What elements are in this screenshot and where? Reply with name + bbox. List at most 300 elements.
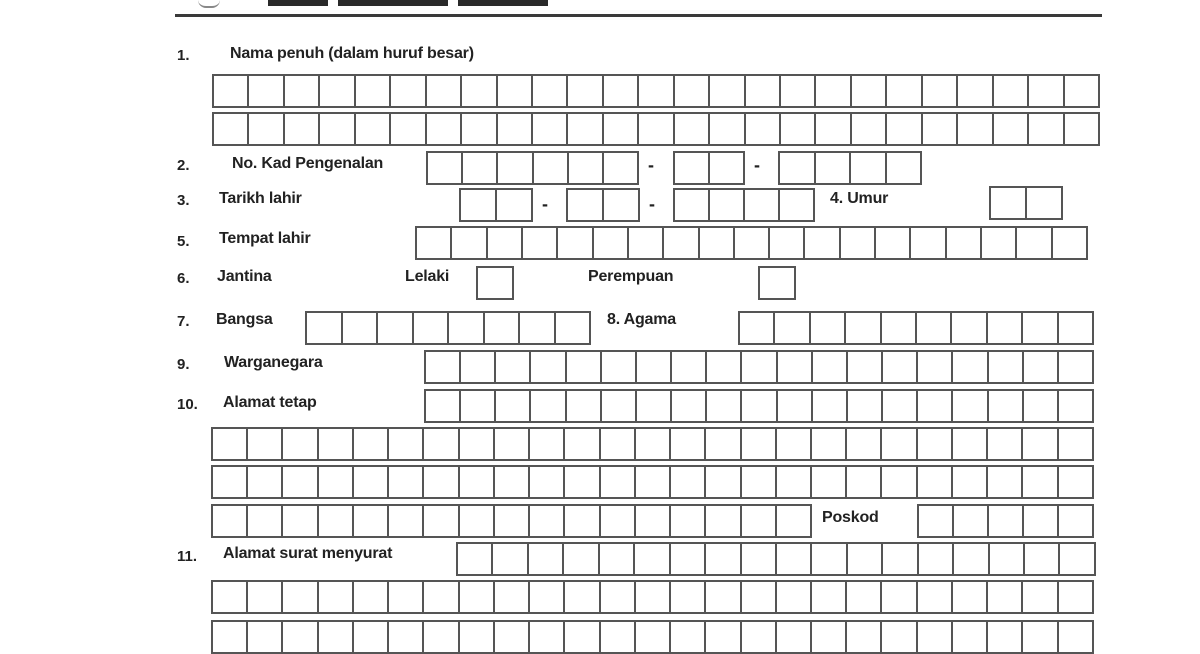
ic-number-part-1-input[interactable] <box>426 151 639 185</box>
character-box[interactable] <box>485 313 521 343</box>
character-box[interactable] <box>629 228 664 258</box>
character-box[interactable] <box>604 153 639 183</box>
character-box[interactable] <box>320 76 355 106</box>
character-box[interactable] <box>389 622 424 652</box>
character-box[interactable] <box>496 352 531 382</box>
character-box[interactable] <box>841 228 876 258</box>
character-box[interactable] <box>781 114 816 144</box>
character-box[interactable] <box>601 429 636 459</box>
character-box[interactable] <box>458 544 493 574</box>
character-box[interactable] <box>883 544 918 574</box>
religion-input[interactable] <box>738 311 1094 345</box>
character-box[interactable] <box>319 506 354 536</box>
character-box[interactable] <box>742 352 777 382</box>
character-box[interactable] <box>249 76 284 106</box>
character-box[interactable] <box>805 228 840 258</box>
character-box[interactable] <box>675 114 710 144</box>
character-box[interactable] <box>391 76 426 106</box>
character-box[interactable] <box>636 467 671 497</box>
character-box[interactable] <box>600 544 635 574</box>
character-box[interactable] <box>1023 582 1058 612</box>
full-name-row-2-input[interactable] <box>212 112 1100 146</box>
character-box[interactable] <box>675 76 710 106</box>
character-box[interactable] <box>706 467 741 497</box>
character-box[interactable] <box>982 228 1017 258</box>
character-box[interactable] <box>882 429 917 459</box>
character-box[interactable] <box>671 429 706 459</box>
character-box[interactable] <box>1023 622 1058 652</box>
character-box[interactable] <box>493 544 528 574</box>
character-box[interactable] <box>775 313 810 343</box>
character-box[interactable] <box>812 622 847 652</box>
character-box[interactable] <box>988 313 1023 343</box>
character-box[interactable] <box>564 544 599 574</box>
character-box[interactable] <box>463 153 498 183</box>
character-box[interactable] <box>307 313 343 343</box>
character-box[interactable] <box>952 313 987 343</box>
character-box[interactable] <box>567 352 602 382</box>
character-box[interactable] <box>530 467 565 497</box>
character-box[interactable] <box>671 622 706 652</box>
character-box[interactable] <box>460 582 495 612</box>
character-box[interactable] <box>917 313 952 343</box>
character-box[interactable] <box>988 429 1023 459</box>
character-box[interactable] <box>707 352 742 382</box>
character-box[interactable] <box>742 506 777 536</box>
character-box[interactable] <box>918 429 953 459</box>
character-box[interactable] <box>213 506 248 536</box>
character-box[interactable] <box>248 622 283 652</box>
character-box[interactable] <box>1059 506 1094 536</box>
character-box[interactable] <box>740 313 775 343</box>
character-box[interactable] <box>672 352 707 382</box>
character-box[interactable] <box>742 429 777 459</box>
character-box[interactable] <box>356 114 391 144</box>
character-box[interactable] <box>710 114 745 144</box>
character-box[interactable] <box>604 190 640 220</box>
character-box[interactable] <box>601 622 636 652</box>
character-box[interactable] <box>918 582 953 612</box>
character-box[interactable] <box>427 76 462 106</box>
character-box[interactable] <box>639 114 674 144</box>
character-box[interactable] <box>389 467 424 497</box>
character-box[interactable] <box>1059 313 1094 343</box>
character-box[interactable] <box>710 76 745 106</box>
character-box[interactable] <box>449 313 485 343</box>
character-box[interactable] <box>602 391 637 421</box>
character-box[interactable] <box>990 544 1025 574</box>
character-box[interactable] <box>604 114 639 144</box>
character-box[interactable] <box>1027 188 1063 218</box>
character-box[interactable] <box>285 114 320 144</box>
character-box[interactable] <box>213 622 248 652</box>
character-box[interactable] <box>391 114 426 144</box>
character-box[interactable] <box>285 76 320 106</box>
character-box[interactable] <box>1065 114 1100 144</box>
postcode-input[interactable] <box>917 504 1094 538</box>
character-box[interactable] <box>780 153 816 183</box>
dob-day-input[interactable] <box>459 188 533 222</box>
character-box[interactable] <box>426 352 461 382</box>
character-box[interactable] <box>558 228 593 258</box>
character-box[interactable] <box>636 429 671 459</box>
character-box[interactable] <box>706 506 741 536</box>
character-box[interactable] <box>812 429 847 459</box>
character-box[interactable] <box>777 544 812 574</box>
character-box[interactable] <box>664 228 699 258</box>
character-box[interactable] <box>1023 313 1058 343</box>
character-box[interactable] <box>882 467 917 497</box>
character-box[interactable] <box>461 391 496 421</box>
character-box[interactable] <box>882 313 917 343</box>
character-box[interactable] <box>812 467 847 497</box>
character-box[interactable] <box>742 622 777 652</box>
mailing-address-row-1-input[interactable] <box>456 542 1096 576</box>
character-box[interactable] <box>248 582 283 612</box>
character-box[interactable] <box>953 391 988 421</box>
character-box[interactable] <box>847 622 882 652</box>
character-box[interactable] <box>887 153 923 183</box>
character-box[interactable] <box>283 467 318 497</box>
character-box[interactable] <box>495 429 530 459</box>
character-box[interactable] <box>851 153 887 183</box>
character-box[interactable] <box>424 429 459 459</box>
character-box[interactable] <box>497 190 533 220</box>
character-box[interactable] <box>520 313 556 343</box>
character-box[interactable] <box>847 429 882 459</box>
character-box[interactable] <box>710 153 745 183</box>
character-box[interactable] <box>953 582 988 612</box>
character-box[interactable] <box>781 76 816 106</box>
character-box[interactable] <box>498 153 533 183</box>
character-box[interactable] <box>214 114 249 144</box>
ic-number-part-3-input[interactable] <box>778 151 922 185</box>
character-box[interactable] <box>816 76 851 106</box>
citizenship-input[interactable] <box>424 350 1094 384</box>
character-box[interactable] <box>954 506 989 536</box>
character-box[interactable] <box>602 352 637 382</box>
character-box[interactable] <box>947 228 982 258</box>
character-box[interactable] <box>742 467 777 497</box>
character-box[interactable] <box>460 429 495 459</box>
character-box[interactable] <box>852 76 887 106</box>
character-box[interactable] <box>565 622 600 652</box>
character-box[interactable] <box>848 352 883 382</box>
character-box[interactable] <box>213 467 248 497</box>
character-box[interactable] <box>533 76 568 106</box>
character-box[interactable] <box>523 228 558 258</box>
character-box[interactable] <box>1059 622 1094 652</box>
character-box[interactable] <box>1053 228 1088 258</box>
character-box[interactable] <box>428 153 463 183</box>
dob-year-input[interactable] <box>673 188 815 222</box>
character-box[interactable] <box>846 313 881 343</box>
character-box[interactable] <box>706 429 741 459</box>
character-box[interactable] <box>424 467 459 497</box>
character-box[interactable] <box>1060 544 1095 574</box>
character-box[interactable] <box>953 622 988 652</box>
character-box[interactable] <box>529 544 564 574</box>
character-box[interactable] <box>530 506 565 536</box>
character-box[interactable] <box>378 313 414 343</box>
character-box[interactable] <box>816 153 852 183</box>
character-box[interactable] <box>778 391 813 421</box>
character-box[interactable] <box>639 76 674 106</box>
character-box[interactable] <box>918 391 953 421</box>
character-box[interactable] <box>1023 429 1058 459</box>
character-box[interactable] <box>989 352 1024 382</box>
ic-number-part-2-input[interactable] <box>673 151 745 185</box>
permanent-address-row-4-input[interactable] <box>211 504 812 538</box>
character-box[interactable] <box>988 582 1023 612</box>
character-box[interactable] <box>778 352 813 382</box>
character-box[interactable] <box>354 506 389 536</box>
character-box[interactable] <box>745 190 780 220</box>
character-box[interactable] <box>214 76 249 106</box>
character-box[interactable] <box>882 622 917 652</box>
character-box[interactable] <box>556 313 592 343</box>
character-box[interactable] <box>283 506 318 536</box>
character-box[interactable] <box>426 391 461 421</box>
character-box[interactable] <box>1025 544 1060 574</box>
character-box[interactable] <box>636 582 671 612</box>
character-box[interactable] <box>531 391 566 421</box>
character-box[interactable] <box>343 313 379 343</box>
full-name-row-1-input[interactable] <box>212 74 1100 108</box>
character-box[interactable] <box>461 190 497 220</box>
character-box[interactable] <box>533 114 568 144</box>
character-box[interactable] <box>848 544 883 574</box>
character-box[interactable] <box>958 114 993 144</box>
character-box[interactable] <box>424 582 459 612</box>
character-box[interactable] <box>495 622 530 652</box>
character-box[interactable] <box>601 506 636 536</box>
character-box[interactable] <box>354 622 389 652</box>
character-box[interactable] <box>887 76 922 106</box>
character-box[interactable] <box>495 582 530 612</box>
character-box[interactable] <box>760 268 796 298</box>
character-box[interactable] <box>530 429 565 459</box>
character-box[interactable] <box>283 582 318 612</box>
character-box[interactable] <box>495 467 530 497</box>
character-box[interactable] <box>816 114 851 144</box>
character-box[interactable] <box>1065 76 1100 106</box>
character-box[interactable] <box>565 467 600 497</box>
character-box[interactable] <box>911 228 946 258</box>
character-box[interactable] <box>777 582 812 612</box>
character-box[interactable] <box>568 190 604 220</box>
character-box[interactable] <box>1029 114 1064 144</box>
character-box[interactable] <box>918 352 953 382</box>
character-box[interactable] <box>1024 352 1059 382</box>
place-of-birth-input[interactable] <box>415 226 1088 260</box>
character-box[interactable] <box>424 506 459 536</box>
character-box[interactable] <box>1024 506 1059 536</box>
character-box[interactable] <box>248 429 283 459</box>
character-box[interactable] <box>953 352 988 382</box>
character-box[interactable] <box>320 114 355 144</box>
character-box[interactable] <box>354 467 389 497</box>
character-box[interactable] <box>707 391 742 421</box>
character-box[interactable] <box>496 391 531 421</box>
character-box[interactable] <box>319 622 354 652</box>
character-box[interactable] <box>389 582 424 612</box>
character-box[interactable] <box>460 506 495 536</box>
character-box[interactable] <box>742 582 777 612</box>
character-box[interactable] <box>988 467 1023 497</box>
character-box[interactable] <box>675 190 710 220</box>
permanent-address-row-1-input[interactable] <box>424 389 1094 423</box>
character-box[interactable] <box>213 429 248 459</box>
character-box[interactable] <box>742 391 777 421</box>
character-box[interactable] <box>462 114 497 144</box>
permanent-address-row-2-input[interactable] <box>211 427 1094 461</box>
character-box[interactable] <box>414 313 450 343</box>
character-box[interactable] <box>1059 352 1094 382</box>
character-box[interactable] <box>989 391 1024 421</box>
character-box[interactable] <box>248 467 283 497</box>
character-box[interactable] <box>1017 228 1052 258</box>
character-box[interactable] <box>248 506 283 536</box>
character-box[interactable] <box>601 582 636 612</box>
character-box[interactable] <box>594 228 629 258</box>
character-box[interactable] <box>354 582 389 612</box>
character-box[interactable] <box>498 76 533 106</box>
character-box[interactable] <box>876 228 911 258</box>
character-box[interactable] <box>1059 467 1094 497</box>
character-box[interactable] <box>478 268 514 298</box>
character-box[interactable] <box>671 582 706 612</box>
character-box[interactable] <box>706 622 741 652</box>
mailing-address-row-3-input[interactable] <box>211 620 1094 654</box>
character-box[interactable] <box>1023 467 1058 497</box>
character-box[interactable] <box>462 76 497 106</box>
female-checkbox[interactable] <box>758 266 796 300</box>
character-box[interactable] <box>988 622 1023 652</box>
character-box[interactable] <box>812 544 847 574</box>
character-box[interactable] <box>954 544 989 574</box>
character-box[interactable] <box>706 582 741 612</box>
character-box[interactable] <box>811 313 846 343</box>
character-box[interactable] <box>1059 391 1094 421</box>
character-box[interactable] <box>994 114 1029 144</box>
character-box[interactable] <box>700 228 735 258</box>
character-box[interactable] <box>777 506 812 536</box>
mailing-address-row-2-input[interactable] <box>211 580 1094 614</box>
character-box[interactable] <box>460 622 495 652</box>
character-box[interactable] <box>498 114 533 144</box>
character-box[interactable] <box>919 506 954 536</box>
character-box[interactable] <box>994 76 1029 106</box>
character-box[interactable] <box>1024 391 1059 421</box>
character-box[interactable] <box>746 114 781 144</box>
character-box[interactable] <box>710 190 745 220</box>
character-box[interactable] <box>452 228 487 258</box>
character-box[interactable] <box>923 76 958 106</box>
character-box[interactable] <box>389 506 424 536</box>
character-box[interactable] <box>706 544 741 574</box>
age-input[interactable] <box>989 186 1063 220</box>
character-box[interactable] <box>569 153 604 183</box>
character-box[interactable] <box>567 391 602 421</box>
character-box[interactable] <box>813 391 848 421</box>
dob-month-input[interactable] <box>566 188 640 222</box>
character-box[interactable] <box>354 429 389 459</box>
character-box[interactable] <box>319 582 354 612</box>
character-box[interactable] <box>671 544 706 574</box>
character-box[interactable] <box>1059 429 1094 459</box>
permanent-address-row-3-input[interactable] <box>211 465 1094 499</box>
character-box[interactable] <box>637 391 672 421</box>
character-box[interactable] <box>495 506 530 536</box>
character-box[interactable] <box>883 391 918 421</box>
character-box[interactable] <box>530 582 565 612</box>
character-box[interactable] <box>565 506 600 536</box>
character-box[interactable] <box>675 153 710 183</box>
character-box[interactable] <box>565 429 600 459</box>
character-box[interactable] <box>488 228 523 258</box>
character-box[interactable] <box>918 467 953 497</box>
character-box[interactable] <box>848 391 883 421</box>
character-box[interactable] <box>604 76 639 106</box>
character-box[interactable] <box>989 506 1024 536</box>
character-box[interactable] <box>319 429 354 459</box>
character-box[interactable] <box>565 582 600 612</box>
character-box[interactable] <box>735 228 770 258</box>
character-box[interactable] <box>847 467 882 497</box>
character-box[interactable] <box>461 352 496 382</box>
character-box[interactable] <box>636 622 671 652</box>
character-box[interactable] <box>534 153 569 183</box>
character-box[interactable] <box>991 188 1027 218</box>
character-box[interactable] <box>812 582 847 612</box>
character-box[interactable] <box>568 114 603 144</box>
male-checkbox[interactable] <box>476 266 514 300</box>
character-box[interactable] <box>777 622 812 652</box>
character-box[interactable] <box>770 228 805 258</box>
character-box[interactable] <box>777 429 812 459</box>
character-box[interactable] <box>780 190 815 220</box>
character-box[interactable] <box>637 352 672 382</box>
character-box[interactable] <box>1029 76 1064 106</box>
character-box[interactable] <box>417 228 452 258</box>
character-box[interactable] <box>671 467 706 497</box>
character-box[interactable] <box>568 76 603 106</box>
character-box[interactable] <box>601 467 636 497</box>
character-box[interactable] <box>635 544 670 574</box>
character-box[interactable] <box>777 467 812 497</box>
character-box[interactable] <box>356 76 391 106</box>
character-box[interactable] <box>813 352 848 382</box>
character-box[interactable] <box>672 391 707 421</box>
character-box[interactable] <box>249 114 284 144</box>
character-box[interactable] <box>746 76 781 106</box>
character-box[interactable] <box>671 506 706 536</box>
character-box[interactable] <box>953 429 988 459</box>
character-box[interactable] <box>531 352 566 382</box>
character-box[interactable] <box>213 582 248 612</box>
character-box[interactable] <box>852 114 887 144</box>
character-box[interactable] <box>742 544 777 574</box>
character-box[interactable] <box>1059 582 1094 612</box>
character-box[interactable] <box>883 352 918 382</box>
character-box[interactable] <box>427 114 462 144</box>
character-box[interactable] <box>460 467 495 497</box>
character-box[interactable] <box>389 429 424 459</box>
character-box[interactable] <box>283 429 318 459</box>
character-box[interactable] <box>887 114 922 144</box>
character-box[interactable] <box>283 622 318 652</box>
